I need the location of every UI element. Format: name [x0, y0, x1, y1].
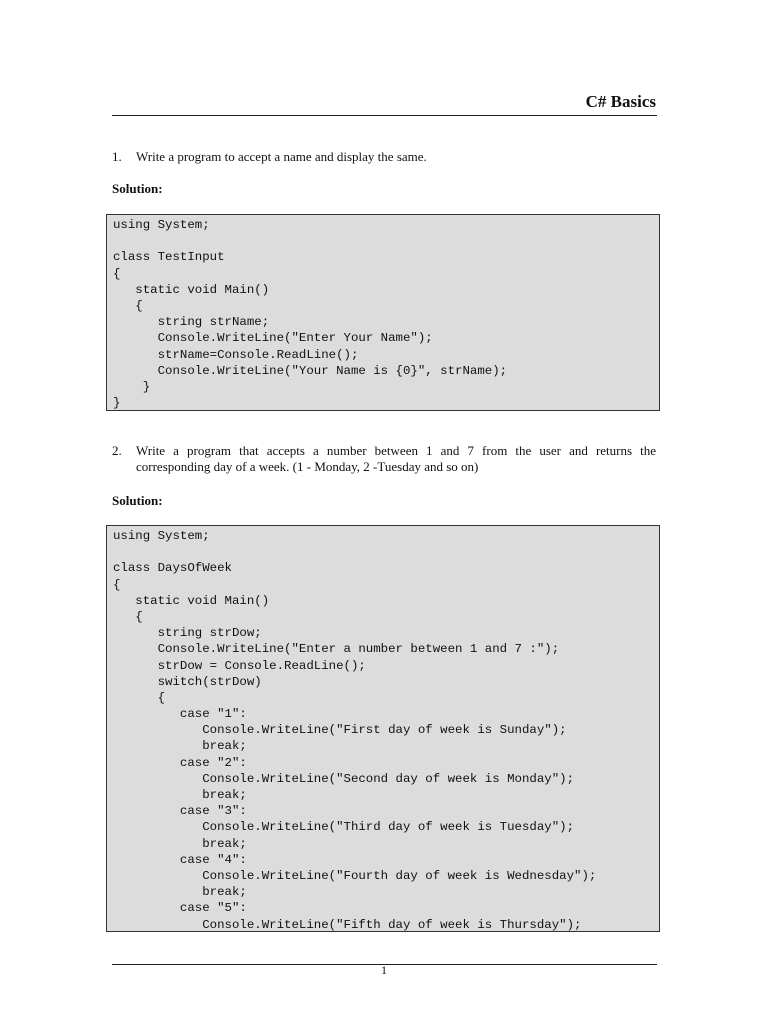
code-block-1	[106, 214, 660, 411]
code-line	[113, 544, 659, 560]
code-line: Console.WriteLine("Enter Your Name");	[113, 331, 433, 346]
code-line: Console.WriteLine("First day of week is Sunday");	[113, 723, 567, 738]
code-line: case "1":	[113, 707, 247, 722]
code-line: case "3":	[113, 804, 247, 819]
code-line: {	[113, 298, 143, 313]
code-line: switch(strDow)	[113, 674, 262, 689]
code-line: string strName;	[113, 315, 270, 330]
code-line	[113, 233, 659, 249]
code-line: using System;	[113, 529, 210, 543]
code-line: string strDow;	[113, 626, 262, 641]
code-line: }	[113, 396, 121, 411]
code-line: }	[113, 379, 151, 394]
question-2	[112, 443, 656, 475]
code-line: case "4":	[113, 852, 247, 867]
code-line: Console.WriteLine("Fifth day of week is Thursday");	[113, 917, 582, 932]
question-text: Write a program that accepts a number between 1 and 7 from the user and returns the corresponding day of a week. (1 - Monday, 2 -Tuesday and so on)	[136, 443, 656, 474]
solution-label: Solution:	[112, 493, 163, 508]
code-line: {	[113, 577, 121, 592]
code-line: strDow = Console.ReadLine();	[113, 658, 366, 673]
solution-label: Solution:	[112, 181, 163, 196]
code-line: Console.WriteLine("Fourth day of week is Wednesday");	[113, 868, 597, 883]
code-line: strName=Console.ReadLine();	[113, 347, 359, 362]
code-line: static void Main()	[113, 593, 270, 608]
page-header-title: C# Basics	[585, 92, 656, 111]
question-number: 2.	[112, 443, 122, 458]
code-line: break;	[113, 836, 247, 851]
code-line: Console.WriteLine("Second day of week is Monday");	[113, 771, 575, 786]
code-line: Console.WriteLine("Enter a number between 1 and 7 :");	[113, 642, 560, 657]
code-line: case "2":	[113, 755, 247, 770]
question-number: 1.	[112, 149, 122, 164]
code-block-2	[106, 525, 660, 932]
code-line: break;	[113, 885, 247, 900]
code-line: class TestInput	[113, 250, 225, 265]
code-line: {	[113, 266, 121, 281]
code-line: using System;	[113, 218, 210, 232]
header-divider	[112, 115, 657, 116]
code-line: {	[113, 690, 166, 705]
code-line: {	[113, 609, 143, 624]
page-number: 1	[381, 963, 387, 977]
code-line: break;	[113, 739, 247, 754]
code-line: static void Main()	[113, 282, 270, 297]
code-line: Console.WriteLine("Your Name is {0}", strName);	[113, 363, 508, 378]
code-line: case "5":	[113, 901, 247, 916]
question-text: Write a program to accept a name and display the same.	[136, 149, 427, 164]
code-line: class DaysOfWeek	[113, 561, 232, 576]
code-line: break;	[113, 788, 247, 802]
question-1	[112, 149, 656, 165]
code-line: Console.WriteLine("Third day of week is Tuesday");	[113, 820, 575, 835]
